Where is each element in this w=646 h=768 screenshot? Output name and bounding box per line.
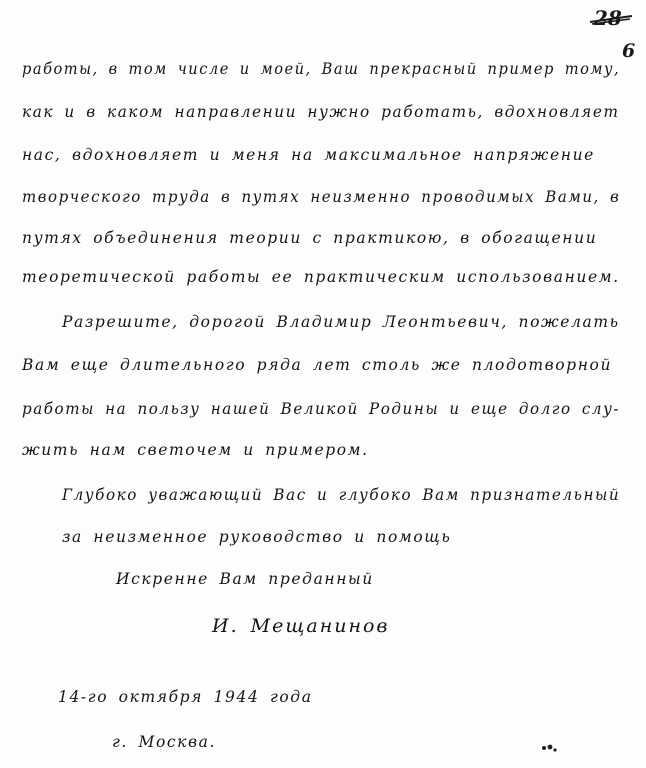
letter-line: нас, вдохновляет и меня на максимальное напряжение [22, 146, 595, 164]
valediction: Искренне Вам преданный [116, 570, 374, 588]
closing-line: за неизменное руководство и помощь [62, 528, 452, 546]
folio-number: 6 [622, 40, 636, 62]
letter-line: путях объединения теории с практикою, в обогащении [22, 229, 598, 247]
letter-line: жить нам светочем и примером. [22, 441, 369, 459]
letter-line: творческого труда в путях неизменно проводимых Вами, в [22, 188, 621, 206]
letter-place: г. Москва. [112, 733, 217, 751]
closing-line: Глубоко уважающий Вас и глубоко Вам признательный [62, 486, 621, 504]
letter-line: Вам еще длительного ряда лет столь же плодотворной [22, 356, 613, 374]
folio-strikethrough [588, 12, 634, 26]
letter-line: теоретической работы ее практическим использованием. [22, 268, 620, 286]
letter-date: 14-го октября 1944 года [58, 688, 313, 706]
signature: И. Мещанинов [212, 615, 390, 637]
struck-folio-number: 28 [594, 6, 622, 30]
letter-line: работы, в том числе и моей, Ваш прекрасный пример тому, [22, 60, 621, 78]
ink-blot [538, 738, 562, 758]
letter-line: работы на пользу нашей Великой Родины и еще долго слу- [22, 400, 621, 418]
letter-line: как и в каком направлении нужно работать, вдохновляет [22, 103, 620, 121]
letter-line: Разрешите, дорогой Владимир Леонтьевич, пожелать [62, 313, 620, 331]
